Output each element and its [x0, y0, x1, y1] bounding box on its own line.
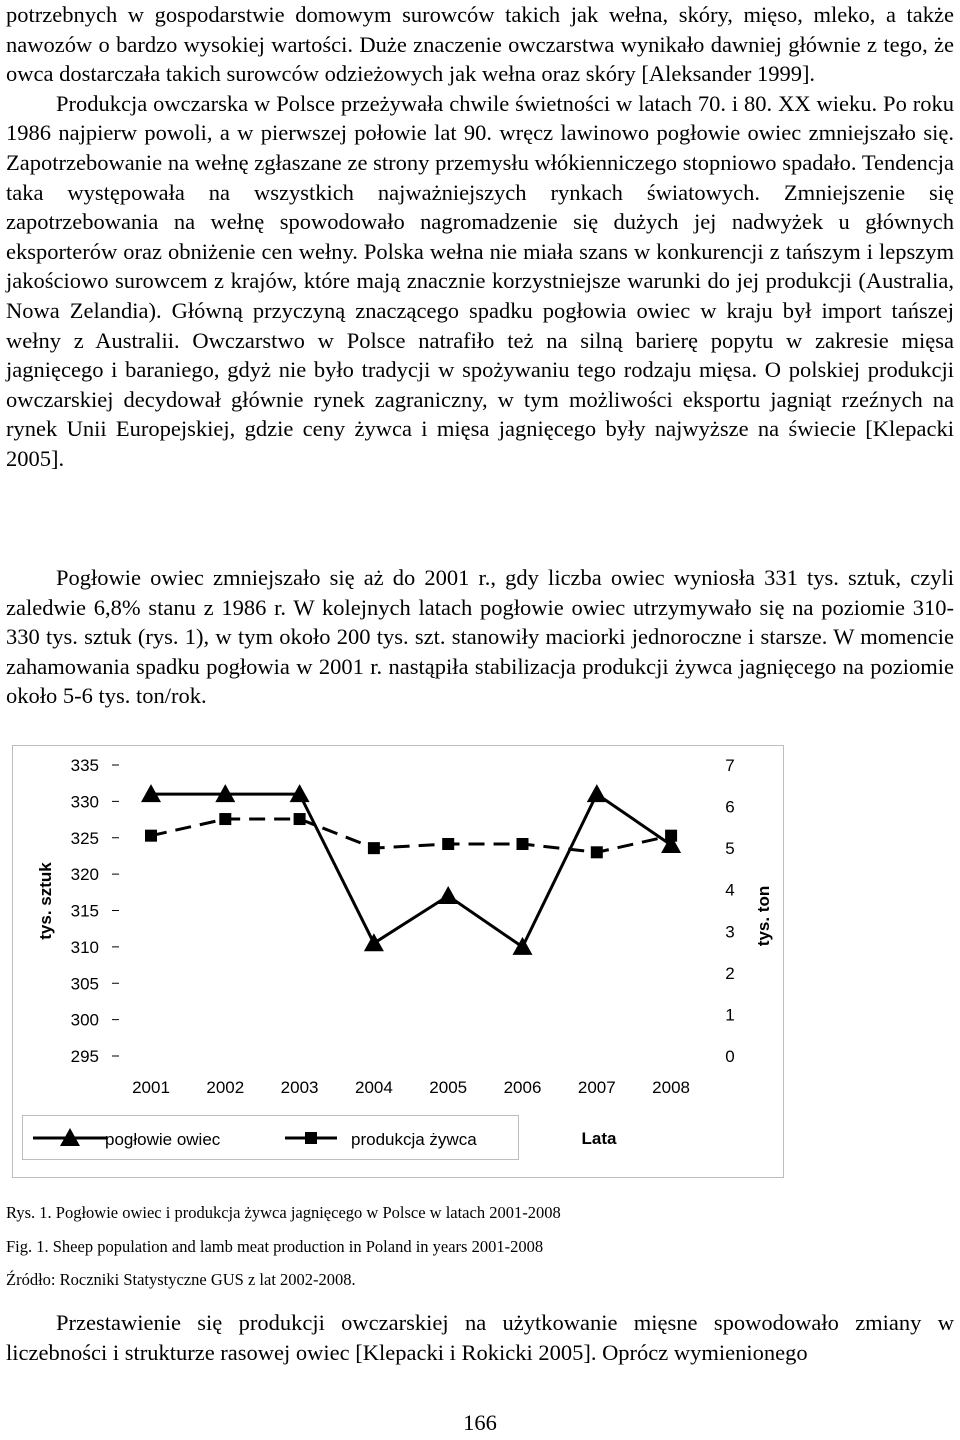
left-axis-tick-label: 300: [70, 1010, 99, 1030]
figure-caption-pl: Rys. 1. Pogłowie owiec i produkcja żywca jagnięcego w Polsce w latach 2001-2008: [6, 1203, 561, 1222]
x-axis-tick-label: 2004: [354, 1078, 393, 1097]
series-point-square: [368, 842, 380, 854]
series-point-square: [591, 846, 603, 858]
series-point-square: [145, 830, 157, 842]
legend-label-series-2: produkcja żywca: [351, 1130, 477, 1149]
right-axis-tick-label: 3: [725, 922, 735, 942]
body-paragraph-3: [6, 1308, 954, 1367]
x-axis-tick-label: 2003: [280, 1078, 319, 1097]
series-point-square: [665, 830, 677, 842]
figure-caption-en: Fig. 1. Sheep population and lamb meat production in Poland in years 2001-2008: [6, 1237, 544, 1256]
chart-legend: [22, 1115, 519, 1160]
left-axis-tick-label: 295: [70, 1047, 99, 1066]
x-axis-tick-label: 2005: [429, 1078, 468, 1097]
paragraph-1b-text: Produkcja owczarska w Polsce przeżywała chwile świetności w latach 70. i 80. XX wieku. Po roku 1986 najpierw powoli, a w pierwszej połowie lat 90. wręcz lawinowo pogłowie owiec zmniejszało się. Zapotrzebowanie na wełnę zgłaszane ze strony przemysłu włókienniczego stopniowo spadało. Tendencja taka występowała na wszystkich najważniejszych rynkach światowych. Zmniejszenie się zapotrzebowania na wełnę spowodowało nagromadzenie się dużych jej nadwyżek u głównych eksporterów oraz obniżenie cen wełny. Polska wełna nie miała szans w konkurencji z tańszym i lepszym jakościowo surowcem z krajów, które mają znacznie korzystniejsze warunki do jej produkcji (Australia, Nowa Zelandia). Główną przyczyną znaczącego spadku pogłowia owiec w kraju był import tańszej wełny z Australii. Owczarstwo w Polsce natrafiło też na silną barierę popytu w zakresie mięsa jagnięcego i baraniego, gdyż nie było tradycji w spożywaniu tego rodzaju mięsa. O polskiej produkcji owczarskiej decydował głównie rynek zagraniczny, w tym możliwości eksportu jagniąt rzeźnych na rynek Unii Europejskiej, gdzie ceny żywca i mięsa jagnięcego były najwyższe na świecie [Klepacki 2005].: [6, 90, 954, 471]
right-axis-title: tys. ton: [754, 885, 773, 947]
left-axis-tick-label: 335: [70, 756, 99, 775]
x-axis-title: Lata: [581, 1129, 617, 1148]
legend-svg: [23, 1116, 520, 1161]
paragraph-1-text: potrzebnych w gospodarstwie domowym surowców takich jak wełna, skóry, mięso, mleko, a także nawozów o bardzo wysokiej wartości. Duże znaczenie owczarstwa wynikało dawniej głównie z tego, że owca dostarczała takich surowców odzieżowych jak wełna oraz skóry [Aleksander 1999].: [6, 2, 954, 87]
series-point-triangle: [513, 937, 533, 955]
right-axis-tick-label: 6: [725, 797, 735, 817]
page-number: 166: [463, 1410, 497, 1435]
x-axis-tick-label: 2007: [577, 1078, 616, 1097]
figure-chart: [12, 745, 784, 1178]
x-axis-tick-label: 2006: [503, 1078, 542, 1097]
paragraph-3-text: Przestawienie się produkcji owczarskiej na użytkowanie mięsne spowodowało zmiany w liczebności i strukturze rasowej owiec [Klepacki i Rokicki 2005]. Oprócz wymienionego: [6, 1310, 954, 1365]
x-axis-tick-label: 2001: [132, 1078, 170, 1097]
x-axis-tick-label: 2008: [652, 1078, 691, 1097]
right-axis-tick-label: 2: [725, 963, 735, 983]
left-axis-tick-label: 305: [70, 974, 99, 994]
left-axis-tick-label: 320: [70, 865, 99, 885]
right-axis-tick-label: 4: [725, 880, 735, 900]
series-point-square: [294, 813, 306, 825]
paragraph-2-text: Pogłowie owiec zmniejszało się aż do 2001 r., gdy liczba owiec wyniosła 331 tys. sztuk, czyli zaledwie 6,8% stanu z 1986 r. W kolejnych latach pogłowie owiec utrzymywało się na poziomie 310-330 tys. sztuk (rys. 1), w tym około 200 tys. szt. stanowiły maciorki jednoroczne i starsze. W momencie zahamowania spadku pogłowia w 2001 r. nastąpiła stabilizacja produkcji żywca jagnięcego na poziomie około 5-6 tys. ton/rok.: [6, 565, 954, 709]
series-point-square: [219, 813, 231, 825]
right-axis-tick-label: 1: [725, 1005, 735, 1025]
right-axis-tick-label: 7: [725, 756, 735, 775]
series-point-triangle: [587, 784, 607, 802]
left-axis-tick-label: 325: [70, 828, 99, 848]
body-paragraph-2: [6, 563, 954, 711]
series-point-square: [442, 838, 454, 850]
left-axis-tick-label: 330: [70, 792, 99, 812]
legend-marker-square: [305, 1132, 317, 1144]
left-axis-title: tys. sztuk: [36, 862, 55, 940]
left-axis-tick-label: 310: [70, 937, 99, 957]
body-paragraph-1: [6, 0, 954, 474]
right-axis-tick-label: 5: [725, 839, 735, 859]
series-point-triangle: [364, 933, 384, 951]
left-axis-tick-label: 315: [70, 901, 99, 921]
right-axis-tick-label: 0: [725, 1047, 735, 1066]
x-axis-tick-label: 2002: [206, 1078, 245, 1097]
legend-label-series-1: pogłowie owiec: [105, 1130, 221, 1149]
series-point-square: [517, 838, 529, 850]
series-point-triangle: [438, 886, 458, 904]
figure-source: Źródło: Roczniki Statystyczne GUS z lat 2002-2008.: [6, 1270, 356, 1289]
